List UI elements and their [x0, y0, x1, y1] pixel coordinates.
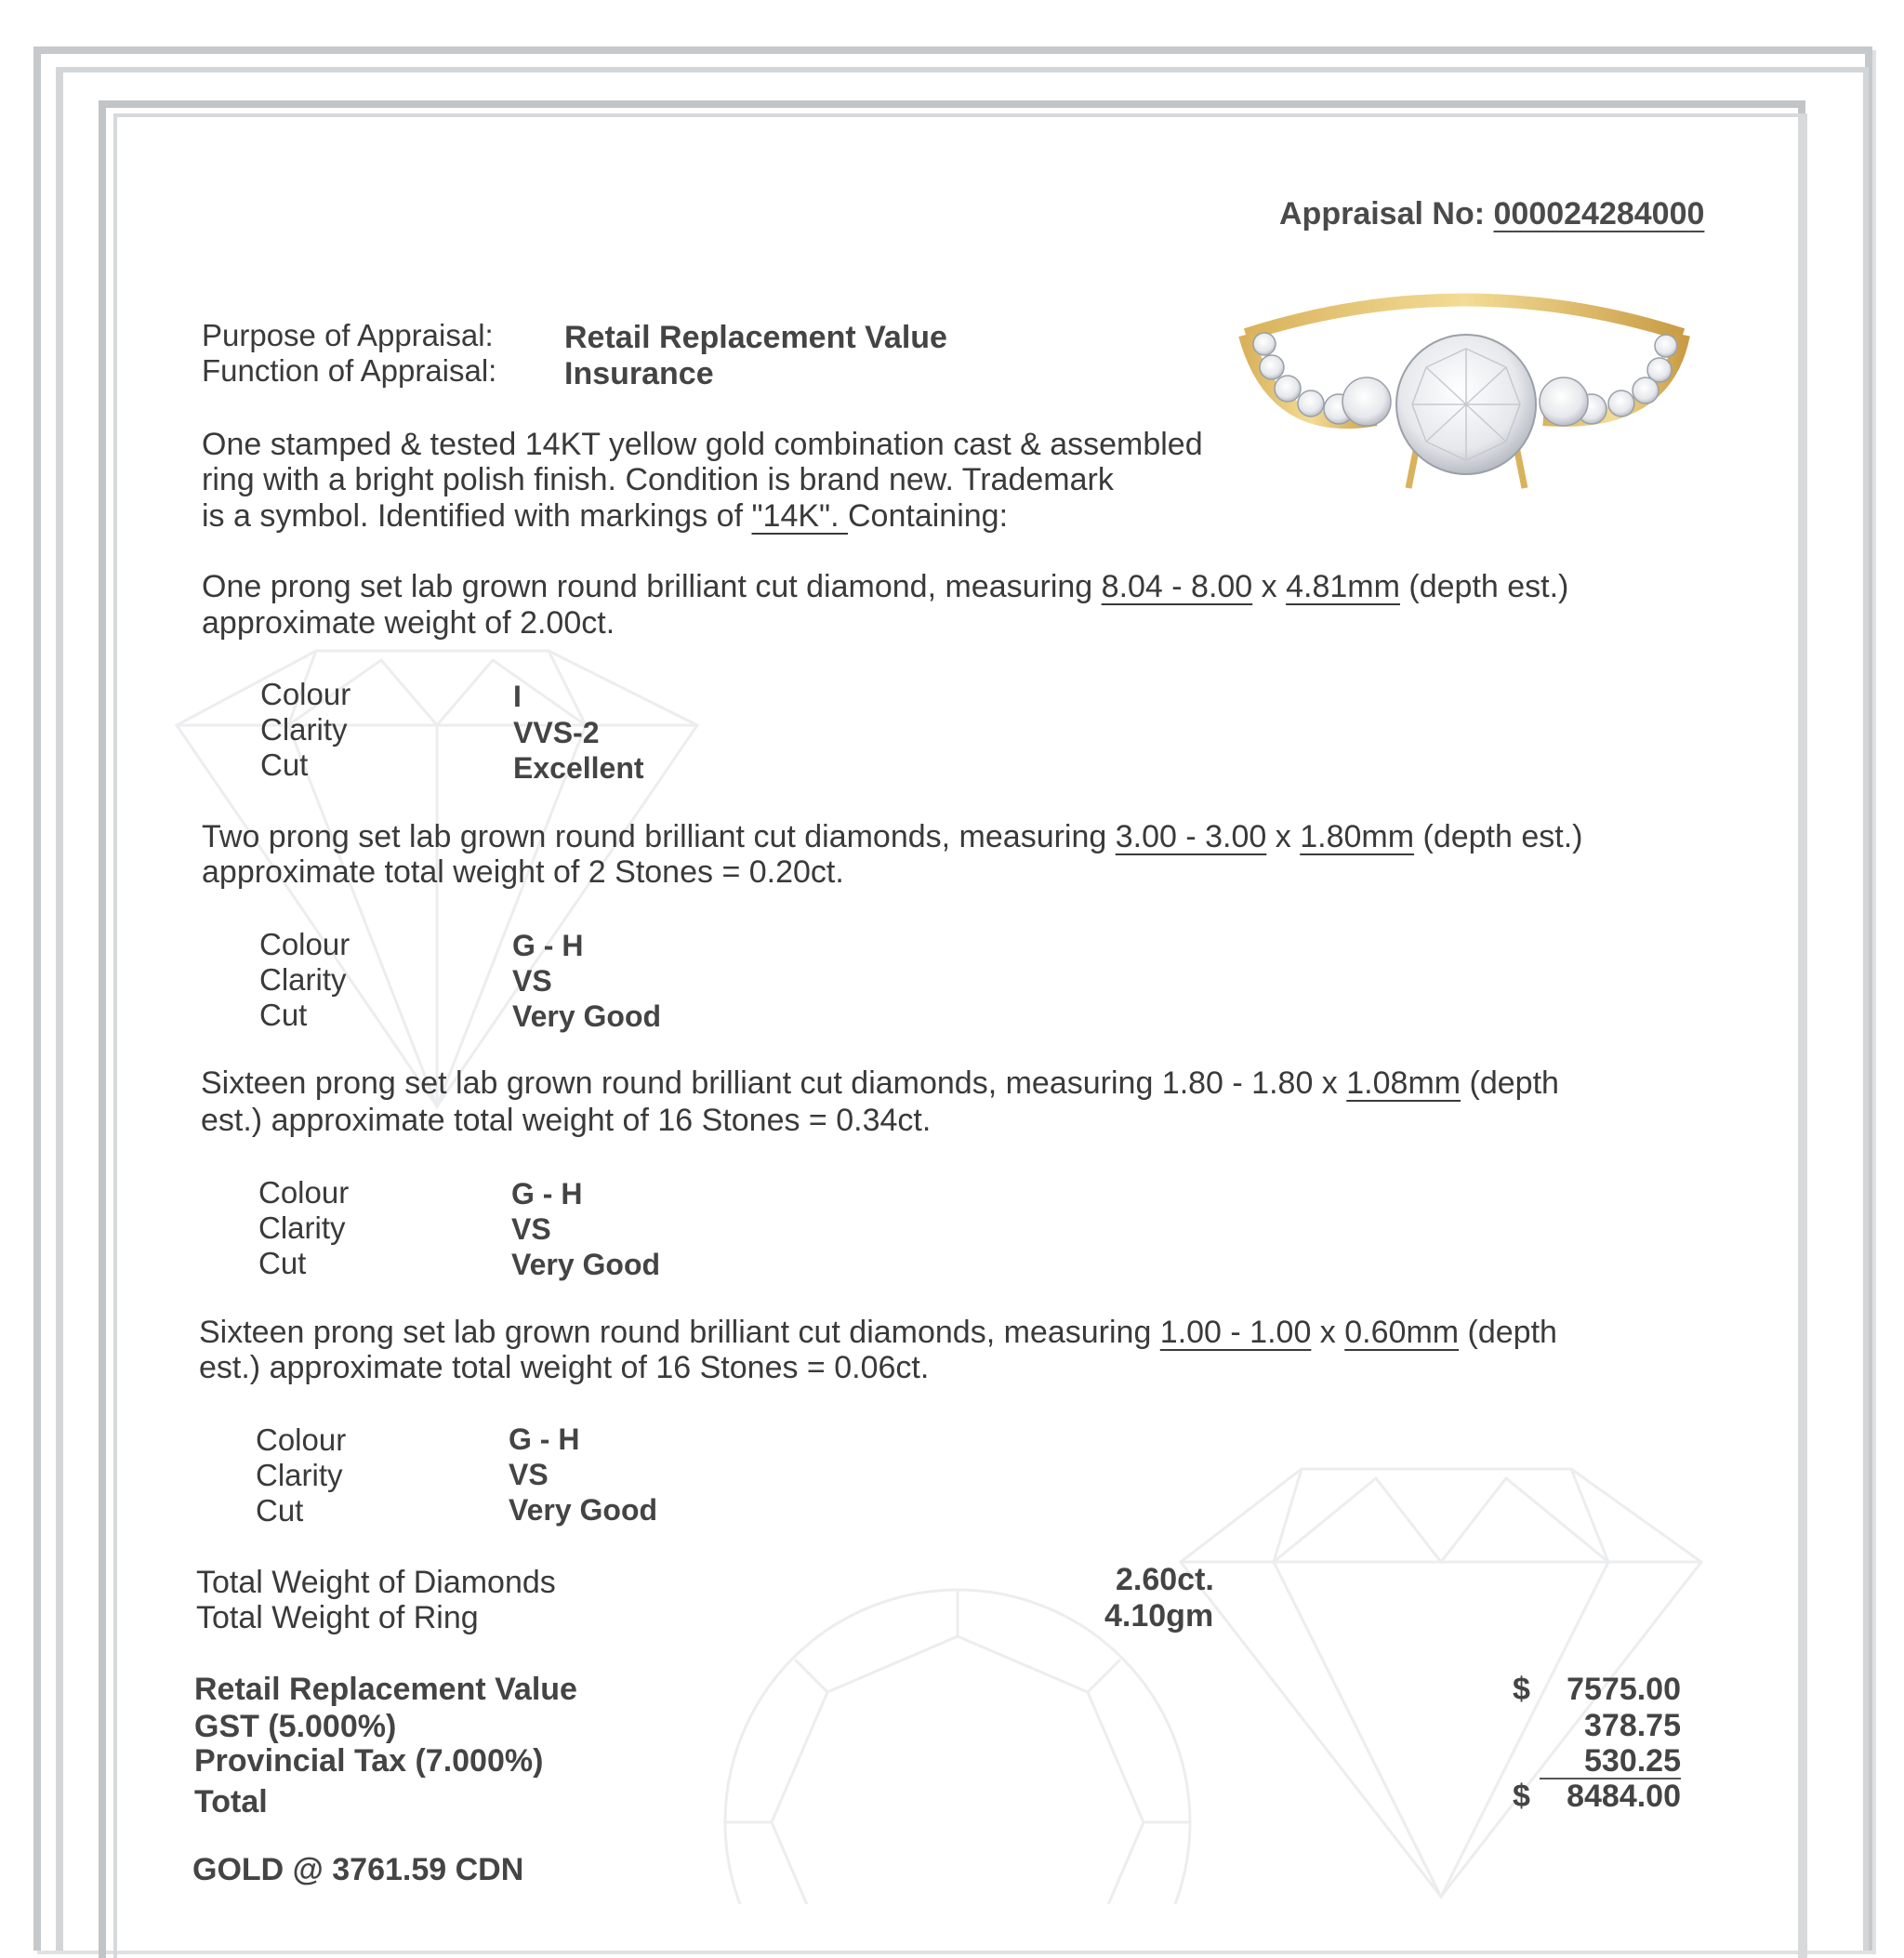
stone-4-cut-label: Cut [256, 1493, 304, 1528]
stone-2-cut-label: Cut [259, 998, 308, 1032]
ring-photo [1236, 279, 1692, 521]
stone-4-line-2: est.) approximate total weight of 16 Stones = 0.06ct. [199, 1350, 930, 1385]
stone-2-cut-value: Very Good [512, 999, 662, 1033]
total-ring-value: 4.10gm [1104, 1598, 1214, 1634]
stone-1-clarity-label: Clarity [260, 712, 348, 747]
description-line-3: is a symbol. Identified with markings of "14K". Containing: [202, 498, 1009, 534]
retail-value-label: Retail Replacement Value [194, 1672, 577, 1707]
stone-4-cut-value: Very Good [509, 1493, 658, 1527]
pst-value: 530.25 [1584, 1743, 1681, 1779]
gst-value: 378.75 [1584, 1708, 1681, 1743]
stone-1-cut-label: Cut [260, 747, 309, 782]
function-value: Insurance [564, 356, 714, 391]
stone-1-line-1: One prong set lab grown round brilliant cut diamond, measuring 8.04 - 8.00 x 4.81mm (depth est.) [202, 569, 1569, 604]
stone-3-colour-value: G - H [511, 1177, 583, 1211]
stone-2-line-2: approximate total weight of 2 Stones = 0.20ct. [202, 854, 844, 890]
total-value: 8484.00 [1567, 1779, 1681, 1814]
stone-3-cut-value: Very Good [511, 1248, 661, 1281]
stone-4-line-1: Sixteen prong set lab grown round brilliant cut diamonds, measuring 1.00 - 1.00 x 0.60mm (depth [199, 1315, 1557, 1350]
total-label: Total [194, 1784, 268, 1819]
total-ring-label: Total Weight of Ring [196, 1600, 479, 1635]
stone-4-colour-value: G - H [509, 1422, 580, 1456]
description-line-2: ring with a bright polish finish. Condition is brand new. Trademark [202, 462, 1114, 497]
stone-3-colour-label: Colour [258, 1175, 350, 1210]
retail-value: 7575.00 [1567, 1672, 1681, 1707]
stone-1-cut-value: Excellent [513, 751, 644, 785]
stone-3-clarity-value: VS [511, 1212, 551, 1246]
stone-3-line-1: Sixteen prong set lab grown round brilliant cut diamonds, measuring 1.80 - 1.80 x 1.08mm (depth [201, 1065, 1559, 1101]
appraisal-number-label: Appraisal No: [1279, 196, 1486, 232]
stone-4-colour-label: Colour [256, 1422, 347, 1457]
stone-2-line-1: Two prong set lab grown round brilliant cut diamonds, measuring 3.00 - 3.00 x 1.80mm (depth est.) [202, 819, 1583, 854]
retail-currency: $ [1513, 1672, 1530, 1707]
stone-2-colour-label: Colour [259, 927, 350, 961]
total-diamonds-label: Total Weight of Diamonds [196, 1565, 556, 1600]
purpose-value: Retail Replacement Value [564, 320, 947, 355]
stone-4-clarity-value: VS [509, 1458, 549, 1491]
total-diamonds-value: 2.60ct. [1116, 1562, 1214, 1597]
appraisal-number-line [1279, 195, 1704, 232]
stone-2-colour-value: G - H [512, 929, 584, 962]
stone-3-clarity-label: Clarity [258, 1211, 346, 1245]
gst-label: GST (5.000%) [194, 1709, 397, 1744]
marking-14k: "14K". [751, 498, 848, 534]
stone-3-cut-label: Cut [258, 1246, 307, 1280]
stone-2-clarity-label: Clarity [259, 962, 347, 997]
purpose-label: Purpose of Appraisal: [202, 318, 494, 352]
stone-1-line-2: approximate weight of 2.00ct. [202, 605, 615, 641]
stone-4-clarity-label: Clarity [256, 1458, 343, 1492]
stone-1-clarity-value: VVS-2 [513, 716, 600, 749]
stone-1-colour-label: Colour [260, 677, 351, 711]
total-currency: $ [1513, 1779, 1530, 1814]
appraisal-number: 000024284000 [1493, 196, 1705, 232]
stone-3-line-2: est.) approximate total weight of 16 Stones = 0.34ct. [201, 1103, 932, 1138]
stone-1-colour-value: I [513, 680, 522, 713]
pst-label: Provincial Tax (7.000%) [194, 1743, 544, 1779]
gold-price: GOLD @ 3761.59 CDN [192, 1852, 524, 1887]
function-label: Function of Appraisal: [202, 353, 497, 388]
stone-2-clarity-value: VS [512, 964, 552, 998]
description-line-1: One stamped & tested 14KT yellow gold combination cast & assembled [202, 427, 1203, 462]
